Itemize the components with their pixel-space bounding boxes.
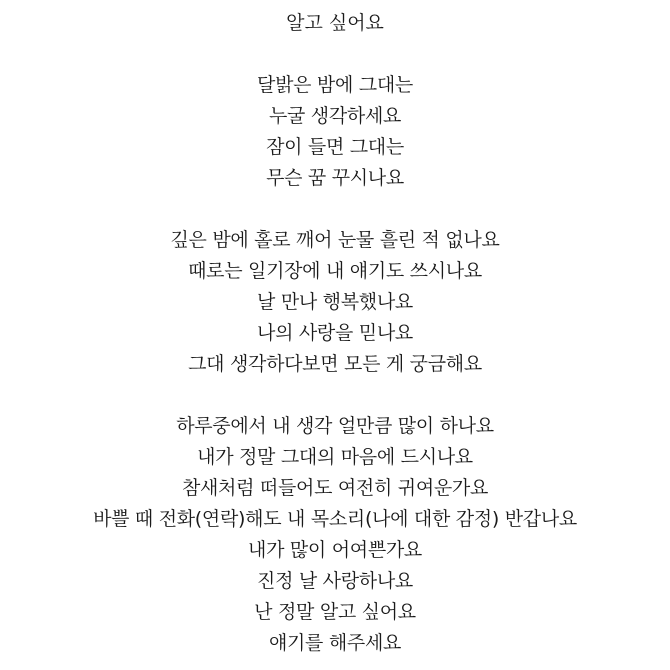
lyric-line: 하루중에서 내 생각 얼만큼 많이 하나요	[176, 415, 494, 437]
lyric-line: 달밝은 밤에 그대는	[257, 74, 413, 96]
lyric-line: 그대 생각하다보면 모든 게 궁금해요	[188, 353, 482, 375]
song-title: 알고 싶어요	[286, 12, 384, 34]
lyric-line: 바쁠 때 전화(연락)해도 내 목소리(나에 대한 감정) 반갑나요	[93, 508, 577, 530]
stanza-gap	[0, 39, 670, 70]
lyric-line: 진정 날 사랑하나요	[257, 570, 413, 592]
lyric-line: 누굴 생각하세요	[268, 105, 402, 127]
stanza-gap	[0, 380, 670, 411]
lyric-line: 내가 많이 어여쁜가요	[248, 539, 422, 561]
stanza-gap	[0, 194, 670, 225]
lyric-line: 내가 정말 그대의 마음에 드시나요	[197, 446, 473, 468]
lyric-line: 나의 사랑을 믿나요	[257, 322, 413, 344]
stanza-2	[0, 225, 670, 380]
stanza-3	[0, 411, 670, 659]
lyric-line: 참새처럼 떠들어도 여전히 귀여운가요	[181, 477, 489, 499]
lyric-line: 무슨 꿈 꾸시나요	[266, 167, 404, 189]
lyric-line: 때로는 일기장에 내 얘기도 쓰시나요	[188, 260, 482, 282]
lyric-line: 날 만나 행복했나요	[257, 291, 413, 313]
lyric-line: 깊은 밤에 홀로 깨어 눈물 흘린 적 없나요	[170, 229, 500, 251]
stanza-1	[0, 70, 670, 194]
lyric-line: 얘기를 해주세요	[268, 632, 402, 654]
lyric-line: 난 정말 알고 싶어요	[254, 601, 416, 623]
lyric-line: 잠이 들면 그대는	[266, 136, 404, 158]
